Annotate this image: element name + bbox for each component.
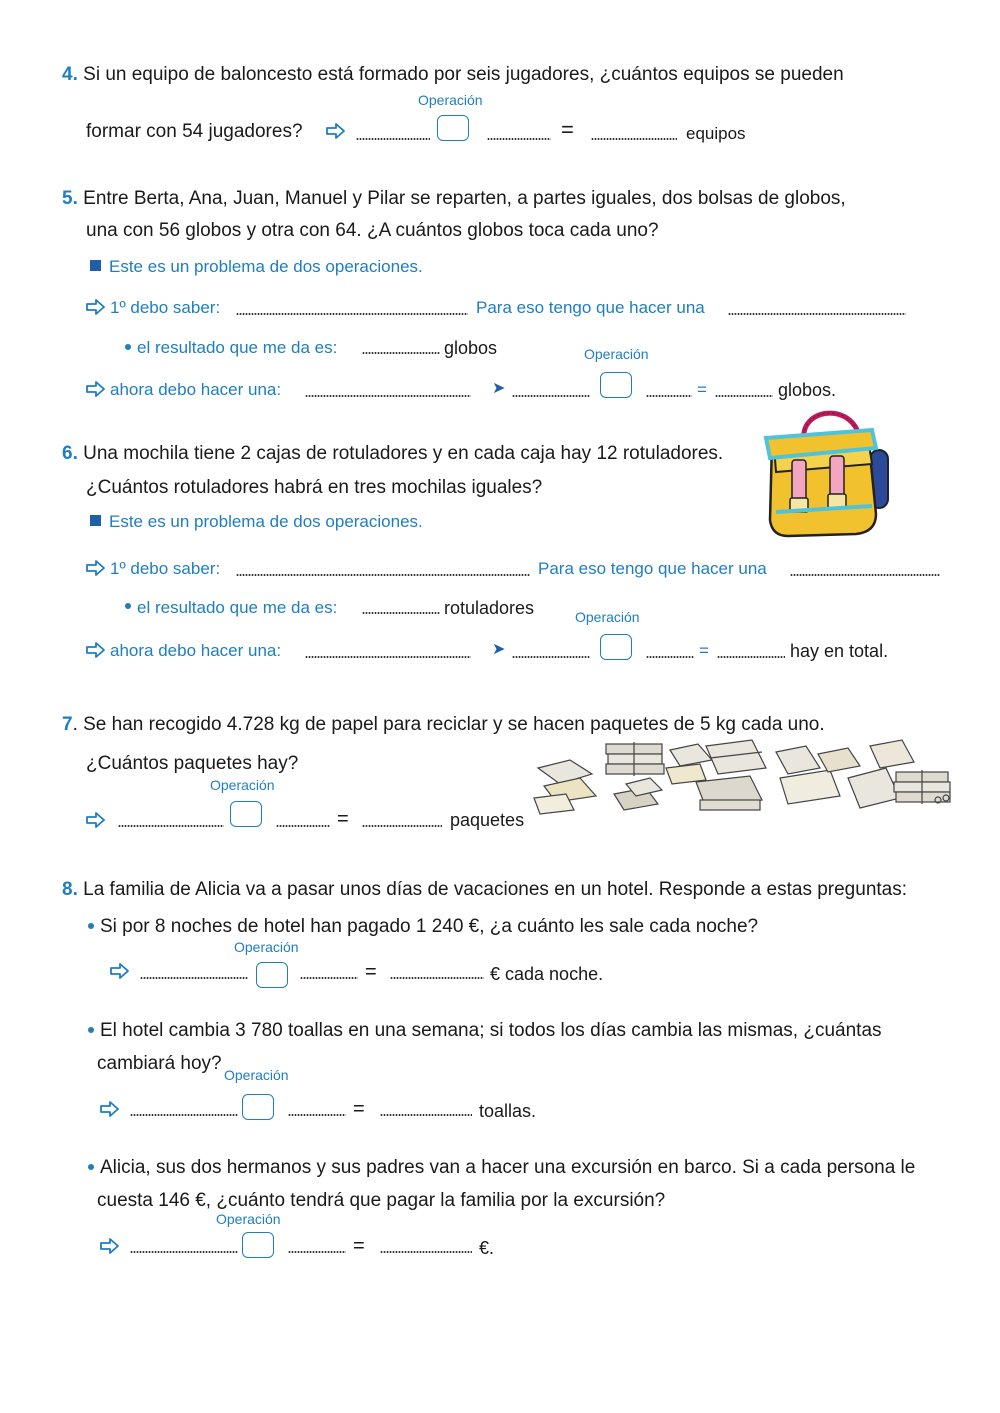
q4-line1: Si un equipo de baloncesto está formado por seis jugadores, ¿cuántos equipos se pueden — [83, 64, 844, 85]
q5-blank-result[interactable] — [362, 352, 440, 354]
q8c-blank-result[interactable] — [380, 1251, 472, 1253]
q7-blank-1[interactable] — [118, 825, 224, 827]
q8a-text: Si por 8 noches de hotel han pagado 1 240 €, ¿a cuánto les sale cada noche? — [100, 916, 759, 937]
q8b-blank-2[interactable] — [288, 1114, 346, 1116]
q8a-unit: € cada noche. — [490, 964, 604, 984]
arrow-icon — [86, 560, 106, 576]
q4-unit: equipos — [686, 124, 746, 143]
q7-operation-box[interactable] — [230, 801, 262, 827]
bullet-icon — [125, 344, 131, 350]
q7-equals: = — [337, 808, 349, 830]
q8c-line2: cuesta 146 €, ¿cuánto tendrá que pagar la familia por la excursión? — [97, 1190, 666, 1211]
q5-two-ops: Este es un problema de dos operaciones. — [109, 257, 423, 276]
arrow-icon — [86, 381, 106, 397]
q8b-unit: toallas. — [479, 1101, 537, 1121]
q6-para: Para eso tengo que hacer una — [538, 559, 767, 578]
chevron-right-icon: ➤ — [492, 641, 506, 658]
arrow-icon — [100, 1101, 120, 1117]
arrow-icon — [326, 123, 346, 139]
q7-blank-2[interactable] — [276, 825, 330, 827]
q5-equals: = — [697, 380, 707, 399]
q6-blank-result[interactable] — [362, 612, 440, 614]
q8b-blank-1[interactable] — [130, 1114, 238, 1116]
q4-number: 4. — [62, 64, 78, 85]
q5-blank-operation-type[interactable] — [728, 313, 906, 315]
q7-line1: . Se han recogido 4.728 kg de papel para reciclar y se hacen paquetes de 5 kg cada uno. — [72, 714, 825, 735]
q6-line1: Una mochila tiene 2 cajas de rotuladores y en cada caja hay 12 rotuladores. — [83, 443, 724, 464]
q5-now: ahora debo hacer una: — [110, 380, 282, 399]
arrow-icon — [86, 812, 106, 828]
q8c-blank-2[interactable] — [288, 1251, 346, 1253]
q4-statement — [62, 63, 844, 87]
backpack-illustration — [760, 402, 898, 538]
q6-final-unit: hay en total. — [790, 641, 889, 661]
q8b-line2: cambiará hoy? — [97, 1053, 222, 1074]
q6-blank-operation-type[interactable] — [790, 574, 940, 576]
square-bullet-icon — [90, 260, 101, 271]
q5-statement — [62, 187, 846, 211]
q8b-operation-box[interactable] — [242, 1094, 274, 1120]
q7-line2: ¿Cuántos paquetes hay? — [86, 753, 299, 774]
q5-line2: una con 56 globos y otra con 64. ¿A cuántos globos toca cada uno? — [86, 220, 659, 241]
q8-statement — [62, 878, 907, 902]
q8c-equals: = — [353, 1235, 365, 1257]
q4-operation-box[interactable] — [437, 115, 469, 141]
q5-final-unit: globos. — [778, 380, 837, 400]
q6-result-unit: rotuladores — [444, 598, 535, 618]
q7-number: 7 — [62, 714, 73, 735]
q8a-operation-label: Operación — [234, 939, 299, 955]
bullet-icon — [125, 603, 131, 609]
q6-blank-op-1[interactable] — [512, 656, 590, 658]
q8b-line1: El hotel cambia 3 780 toallas en una semana; si todos los días cambia las mismas, ¿cuántas — [100, 1020, 882, 1041]
q8c-operation-box[interactable] — [242, 1232, 274, 1258]
q7-unit: paquetes — [450, 810, 525, 830]
q4-line2: formar con 54 jugadores? — [86, 121, 303, 142]
q7-statement — [62, 713, 825, 737]
bullet-icon — [88, 1027, 94, 1033]
q8b-operation-label: Operación — [224, 1067, 289, 1083]
q4-equals: = — [561, 117, 574, 142]
q6-operation-box[interactable] — [600, 634, 632, 660]
q5-blank-op-2[interactable] — [646, 395, 692, 397]
q5-number: 5. — [62, 188, 78, 209]
q6-blank-operation[interactable] — [305, 656, 471, 658]
q7-blank-result[interactable] — [362, 825, 442, 827]
q5-result: el resultado que me da es: — [137, 338, 338, 357]
q6-blank-final[interactable] — [717, 656, 785, 658]
q7-operation-label: Operación — [210, 777, 275, 793]
bullet-icon — [88, 1164, 94, 1170]
q6-number: 6. — [62, 443, 78, 464]
q5-operation-label: Operación — [584, 346, 649, 362]
q4-blank-2[interactable] — [487, 138, 551, 140]
q5-blank-first[interactable] — [236, 313, 468, 315]
q8c-operation-label: Operación — [216, 1211, 281, 1227]
q5-blank-op-1[interactable] — [512, 395, 590, 397]
q8b-blank-result[interactable] — [380, 1114, 472, 1116]
square-bullet-icon — [90, 515, 101, 526]
q8-line1: La familia de Alicia va a pasar unos días de vacaciones en un hotel. Responde a estas preguntas: — [83, 879, 908, 900]
arrow-icon — [100, 1238, 120, 1254]
q4-operation-label: Operación — [418, 92, 483, 108]
q5-operation-box[interactable] — [600, 372, 632, 398]
q5-first: 1º debo saber: — [110, 298, 221, 317]
arrow-icon — [86, 299, 106, 315]
q8-number: 8. — [62, 879, 78, 900]
q8a-blank-2[interactable] — [300, 977, 358, 979]
q5-para: Para eso tengo que hacer una — [476, 298, 705, 317]
q6-equals: = — [699, 641, 709, 660]
q5-blank-final[interactable] — [715, 395, 773, 397]
q6-blank-op-2[interactable] — [646, 656, 694, 658]
paper-bundles-illustration — [530, 738, 955, 820]
q6-now: ahora debo hacer una: — [110, 641, 282, 660]
q8a-blank-result[interactable] — [390, 977, 484, 979]
q5-blank-operation[interactable] — [305, 395, 471, 397]
q6-statement — [62, 442, 723, 466]
q8b-equals: = — [353, 1098, 365, 1120]
q4-blank-result[interactable] — [591, 138, 677, 140]
chevron-right-icon: ➤ — [492, 380, 506, 397]
q6-operation-label: Operación — [575, 609, 640, 625]
q6-first: 1º debo saber: — [110, 559, 221, 578]
q5-result-unit: globos — [444, 338, 498, 358]
q8c-blank-1[interactable] — [130, 1251, 238, 1253]
arrow-icon — [86, 642, 106, 658]
q6-result: el resultado que me da es: — [137, 598, 338, 617]
q8a-blank-1[interactable] — [140, 977, 248, 979]
q5-line1: Entre Berta, Ana, Juan, Manuel y Pilar se reparten, a partes iguales, dos bolsas de globos, — [83, 188, 846, 209]
q8c-line1: Alicia, sus dos hermanos y sus padres van a hacer una excursión en barco. Si a cada persona le — [100, 1157, 916, 1178]
q8c-unit: €. — [479, 1238, 495, 1258]
arrow-icon — [110, 963, 130, 979]
q6-two-ops: Este es un problema de dos operaciones. — [109, 512, 423, 531]
q6-blank-first[interactable] — [236, 574, 530, 576]
q6-line2: ¿Cuántos rotuladores habrá en tres mochilas iguales? — [86, 477, 543, 498]
q8a-operation-box[interactable] — [256, 962, 288, 988]
bullet-icon — [88, 923, 94, 929]
q8a-equals: = — [365, 961, 377, 983]
q4-blank-1[interactable] — [356, 138, 430, 140]
